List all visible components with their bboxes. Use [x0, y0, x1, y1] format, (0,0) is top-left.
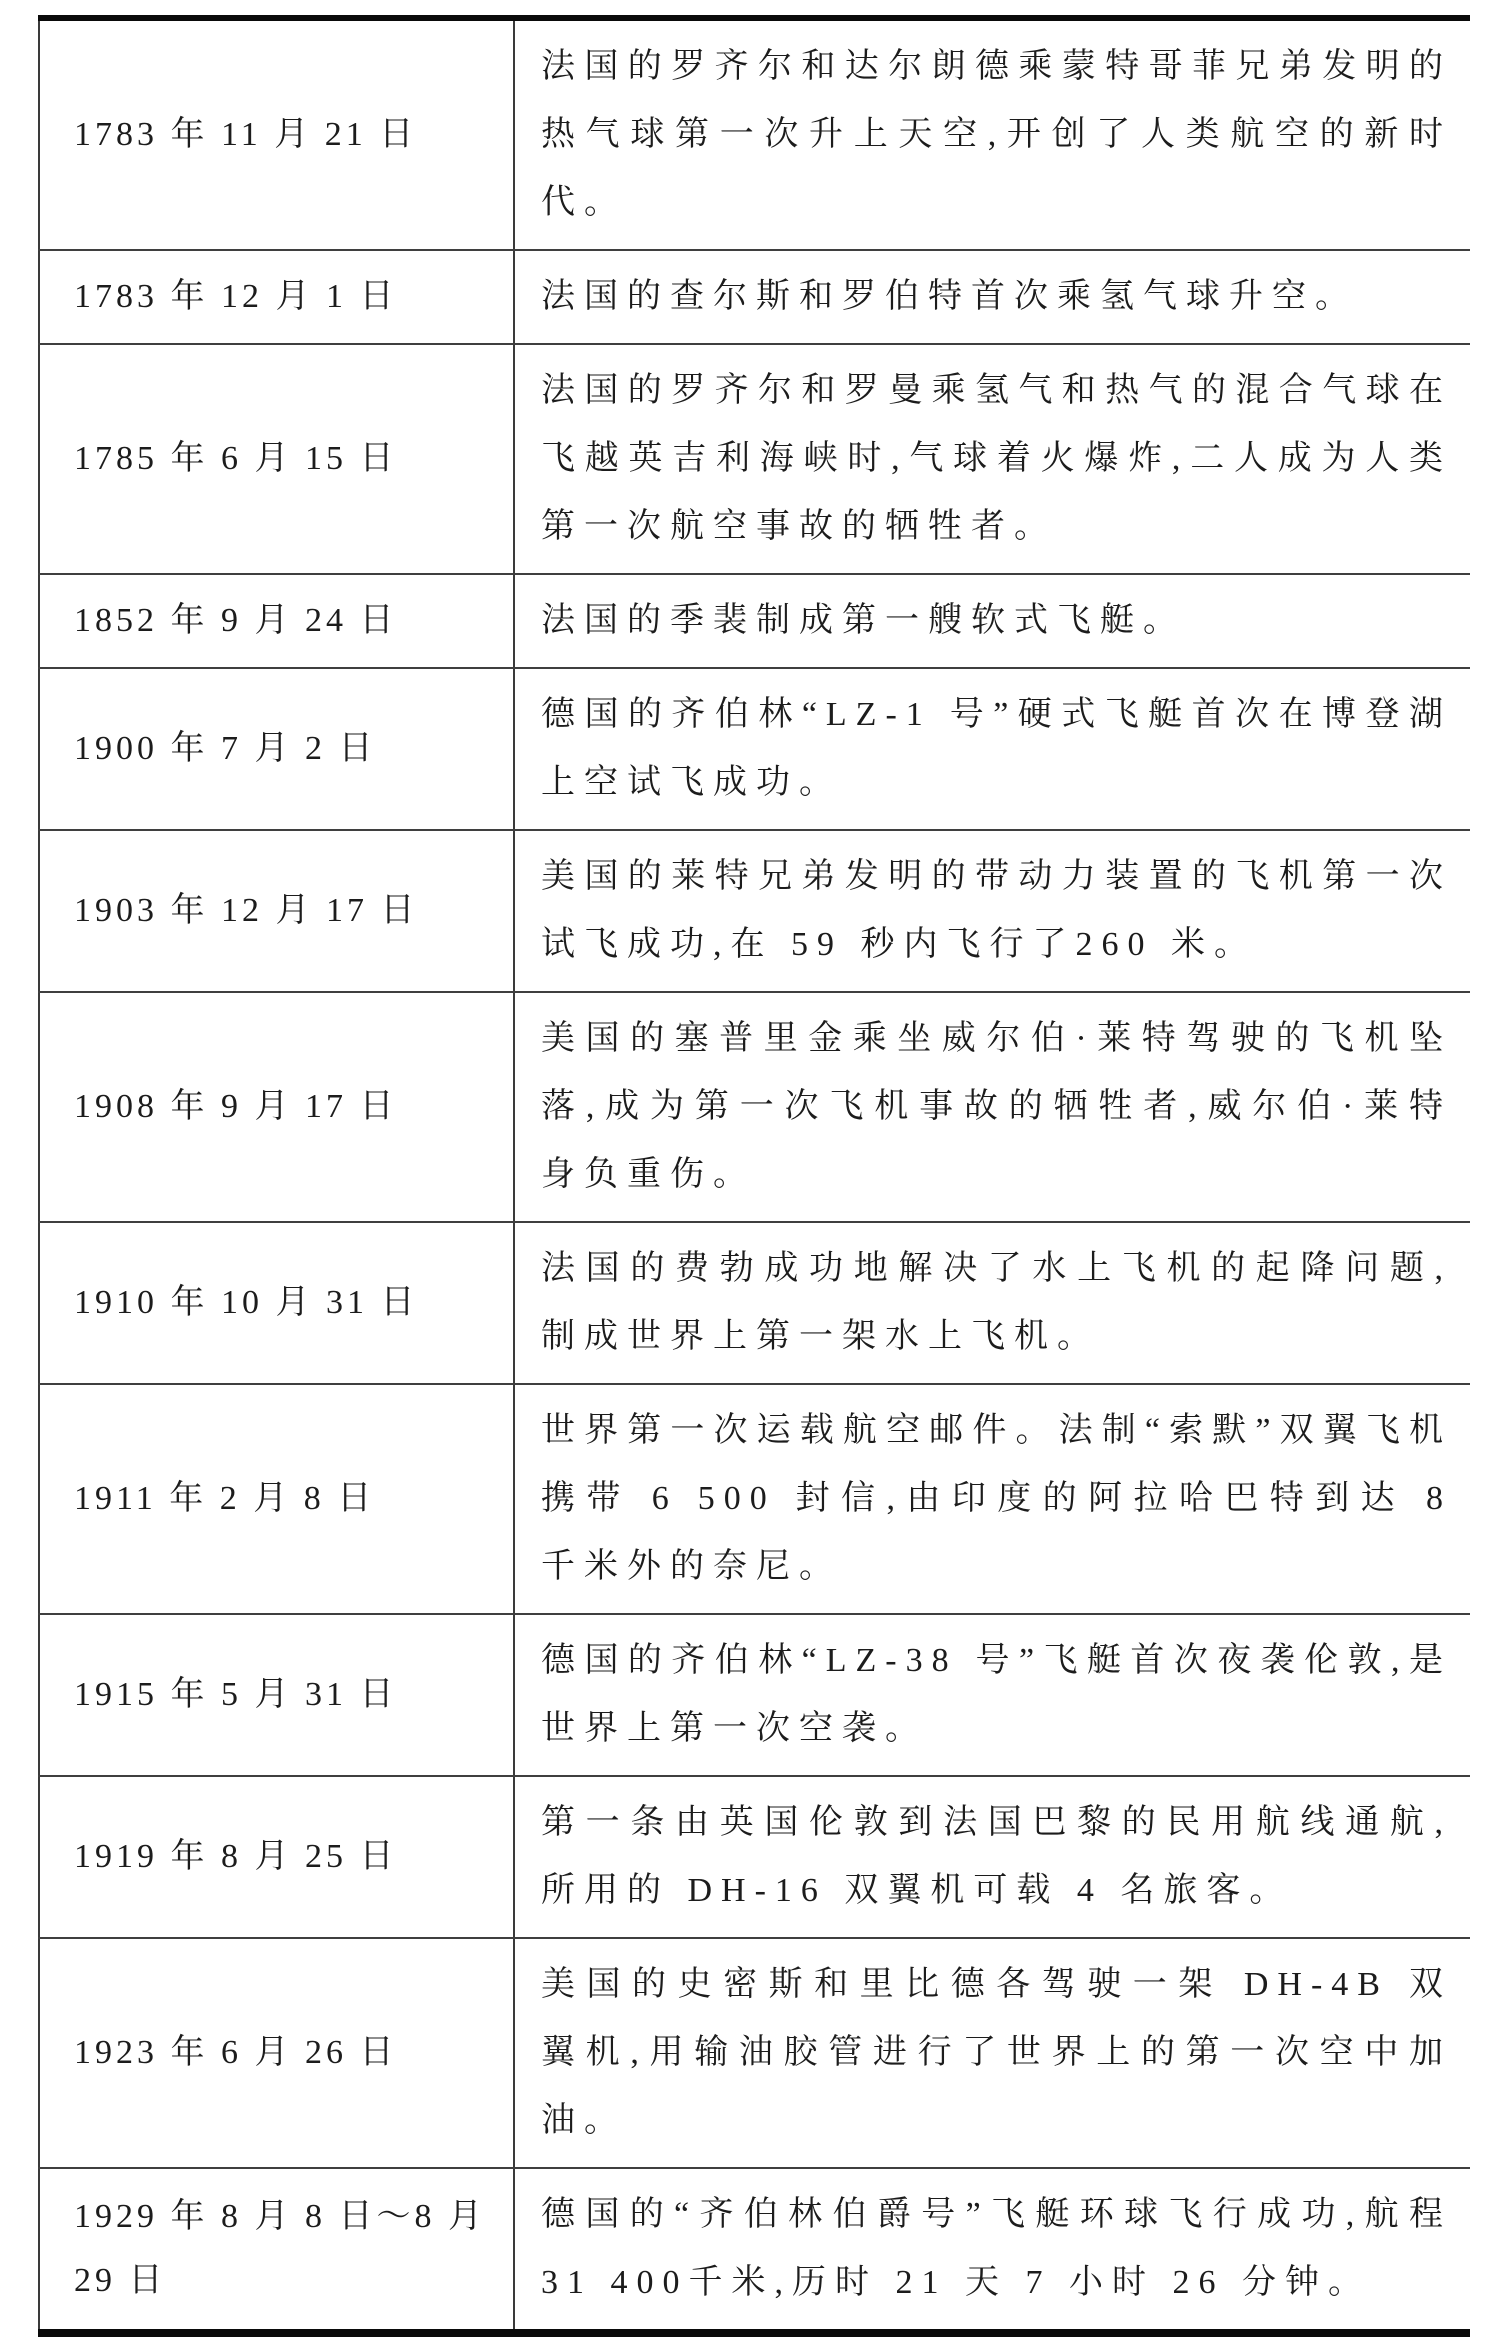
table-row — [39, 574, 1470, 668]
table-row — [39, 2168, 1470, 2333]
table-row — [39, 1222, 1470, 1384]
event-cell: 法国的罗齐尔和罗曼乘氢气和热气的混合气球在飞越英吉利海峡时,气球着火爆炸,二人成为人类第一次航空事故的牺牲者。 — [514, 344, 1470, 574]
event-cell: 世界第一次运载航空邮件。法制“索默”双翼飞机携带 6 500 封信,由印度的阿拉哈巴特到达 8 千米外的奈尼。 — [514, 1384, 1470, 1614]
table-row — [39, 1384, 1470, 1614]
event-cell: 德国的“齐伯林伯爵号”飞艇环球飞行成功,航程 31 400千米,历时 21 天 7 小时 26 分钟。 — [541, 2196, 1452, 2301]
table-row — [39, 1938, 1470, 2168]
event-cell: 美国的塞普里金乘坐威尔伯·莱特驾驶的飞机坠落,成为第一次飞机事故的牺牲者,威尔伯·莱特身负重伤。 — [514, 992, 1470, 1222]
table-row — [39, 18, 1470, 250]
aviation-history-table — [38, 15, 1470, 2337]
table-row — [39, 1614, 1470, 1776]
table-row — [39, 830, 1470, 992]
event-cell: 法国的罗齐尔和达尔朗德乘蒙特哥菲兄弟发明的热气球第一次升上天空,开创了人类航空的新时代。 — [514, 18, 1470, 250]
event-cell: 法国的费勃成功地解决了水上飞机的起降问题,制成世界上第一架水上飞机。 — [514, 1222, 1470, 1384]
date-cell: 1915 年 5 月 31 日 — [39, 1614, 514, 1776]
table-row — [39, 992, 1470, 1222]
event-cell: 第一条由英国伦敦到法国巴黎的民用航线通航,所用的 DH-16 双翼机可载 4 名旅客。 — [514, 1776, 1470, 1938]
date-cell: 1852 年 9 月 24 日 — [39, 574, 514, 668]
date-cell: 1783 年 11 月 21 日 — [39, 18, 514, 250]
date-cell: 1923 年 6 月 26 日 — [39, 1938, 514, 2168]
date-cell: 1900 年 7 月 2 日 — [39, 668, 514, 830]
date-cell: 1908 年 9 月 17 日 — [39, 992, 514, 1222]
event-cell: 法国的季裴制成第一艘软式飞艇。 — [514, 574, 1470, 668]
event-cell: 法国的查尔斯和罗伯特首次乘氢气球升空。 — [514, 250, 1470, 344]
event-cell: 美国的史密斯和里比德各驾驶一架 DH-4B 双翼机,用输油胶管进行了世界上的第一次空中加油。 — [514, 1938, 1470, 2168]
date-cell: 1919 年 8 月 25 日 — [39, 1776, 514, 1938]
table-row — [39, 1776, 1470, 1938]
date-cell: 1785 年 6 月 15 日 — [39, 344, 514, 574]
table-row — [39, 668, 1470, 830]
table-row — [39, 250, 1470, 344]
date-cell: 1903 年 12 月 17 日 — [39, 830, 514, 992]
date-cell: 1910 年 10 月 31 日 — [39, 1222, 514, 1384]
date-cell: 1929 年 8 月 8 日～8 月 29 日 — [39, 2168, 514, 2333]
timeline-table — [38, 15, 1470, 2337]
date-cell: 1783 年 12 月 1 日 — [39, 250, 514, 344]
table-row — [39, 344, 1470, 574]
event-cell: 美国的莱特兄弟发明的带动力装置的飞机第一次试飞成功,在 59 秒内飞行了260 米。 — [514, 830, 1470, 992]
event-cell: 德国的齐伯林“LZ-38 号”飞艇首次夜袭伦敦,是世界上第一次空袭。 — [514, 1614, 1470, 1776]
date-cell: 1911 年 2 月 8 日 — [39, 1384, 514, 1614]
event-cell: 德国的齐伯林“LZ-1 号”硬式飞艇首次在博登湖上空试飞成功。 — [514, 668, 1470, 830]
